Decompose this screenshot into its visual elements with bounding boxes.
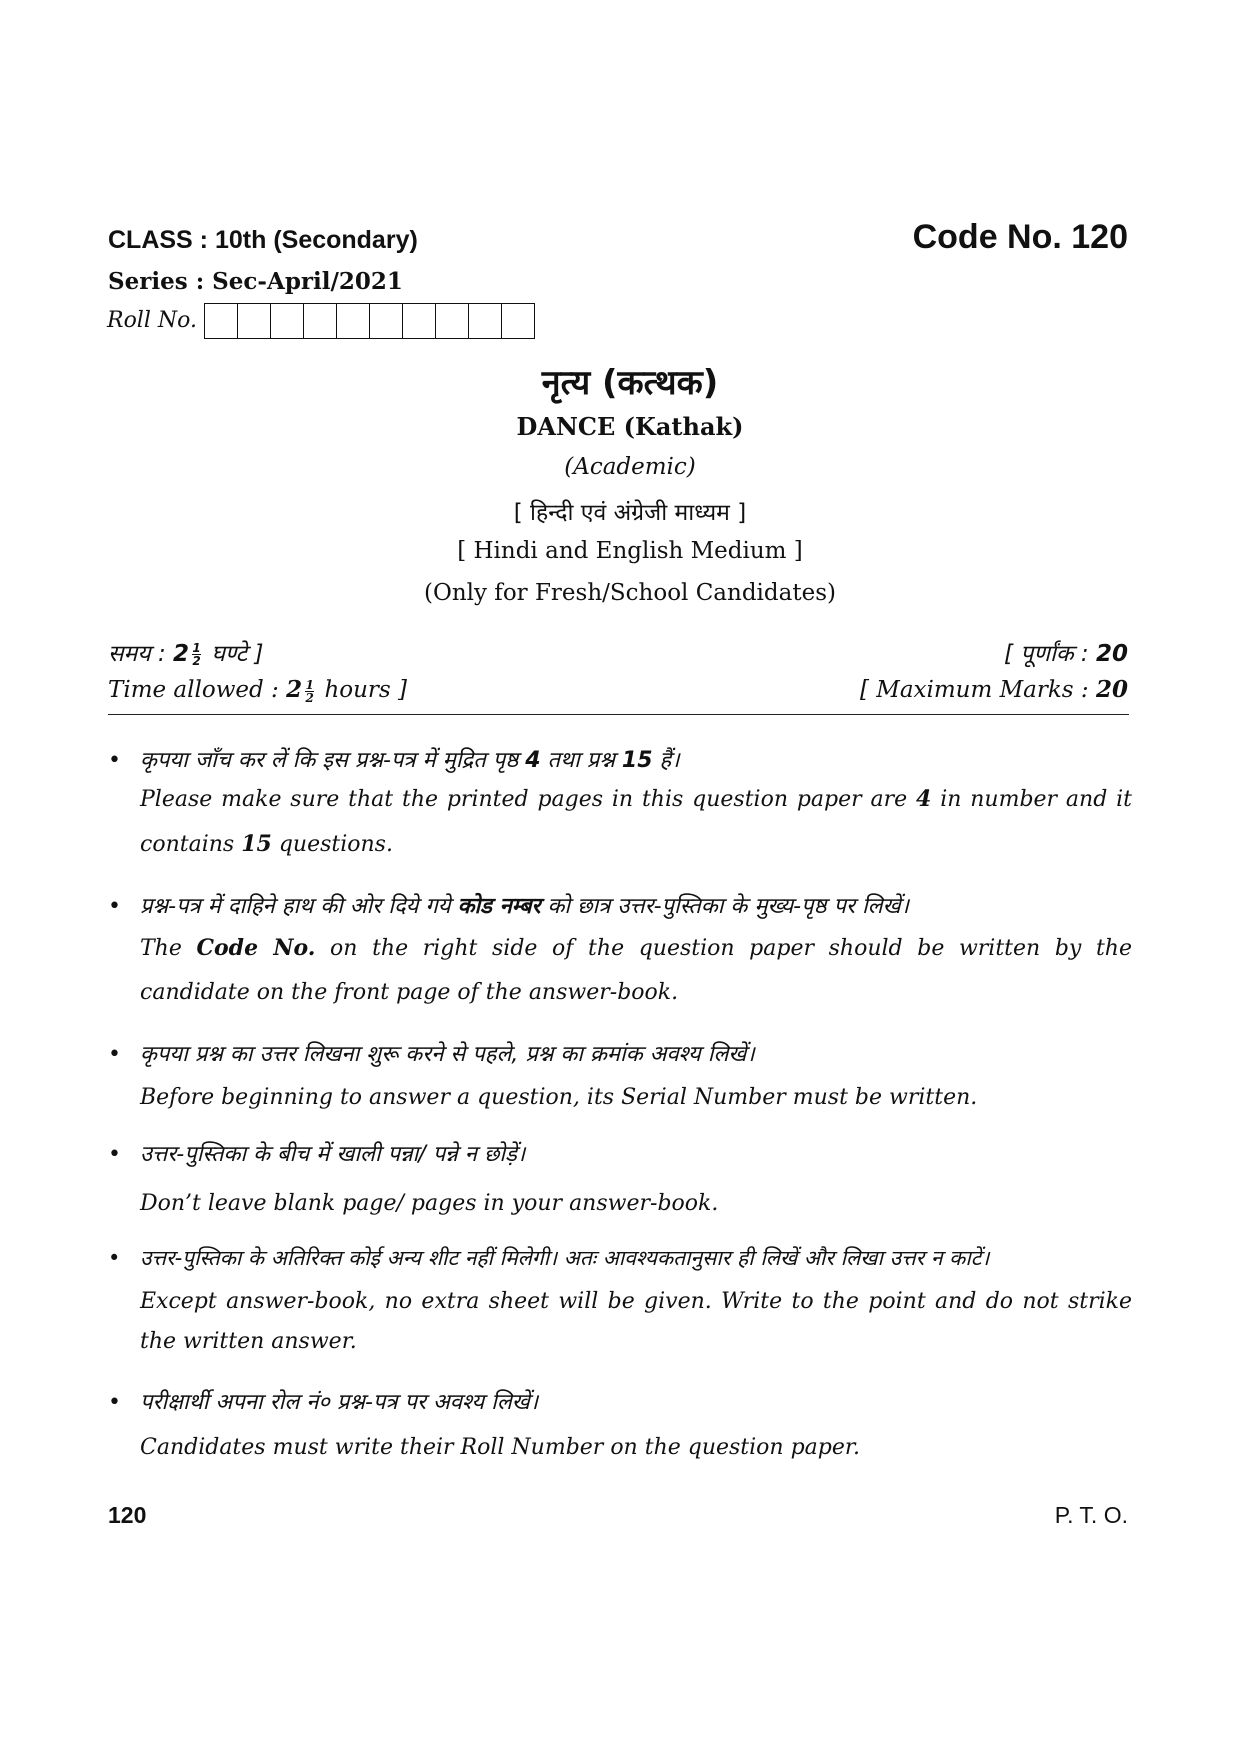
instruction-3-english: Before beginning to answer a question, its Serial Number must be written.: [140, 1085, 978, 1110]
instruction-4-english: Don’t leave blank page/ pages in your answer-book.: [140, 1191, 719, 1216]
class-label: CLASS : 10th (Secondary): [108, 226, 418, 254]
roll-number-box[interactable]: [436, 304, 469, 338]
max-marks-hindi: [ पूर्णांक : 20: [1004, 641, 1128, 667]
subject-title-hindi: नृत्य (कत्थक): [541, 363, 719, 403]
fraction: $\frac{1}{2}$: [305, 677, 314, 705]
roll-number-box[interactable]: [502, 304, 534, 338]
roll-number-box[interactable]: [469, 304, 502, 338]
instruction-1-hindi: • कृपया जाँच कर लें कि इस प्रश्न-पत्र में मुद्रित पृष्ठ 4 तथा प्रश्न 15 हैं।: [108, 748, 680, 773]
roll-number-label: Roll No.: [107, 308, 197, 333]
please-turn-over: P. T. O.: [1054, 1502, 1128, 1528]
instruction-3-hindi: • कृपया प्रश्न का उत्तर लिखना शुरू करने से पहले, प्रश्न का क्रमांक अवश्य लिखें।: [108, 1042, 755, 1067]
max-marks-english: [ Maximum Marks : 20: [859, 676, 1128, 703]
time-allowed-hindi: समय : 2 $\frac{1}{2}$ घण्टे ]: [108, 641, 264, 668]
instruction-2-english: The Code No. on the right side of the question paper should be written by the candidate on the front page of the answer-book.: [140, 935, 1132, 1005]
series-label: Series : Sec-April/2021: [108, 268, 403, 295]
code-number: Code No. 120: [912, 218, 1128, 256]
fraction: $\frac{1}{2}$: [192, 641, 201, 668]
instruction-5-hindi: • उत्तर-पुस्तिका के अतिरिक्त कोई अन्य शीट नहीं मिलेगी। अतः आवश्यकतानुसार ही लिखें और लिखा उत्तर न काटें।: [108, 1246, 990, 1270]
divider: [108, 714, 1129, 715]
page-code: 120: [108, 1502, 147, 1528]
time-marks-english: [108, 676, 1128, 704]
roll-number-box[interactable]: [370, 304, 403, 338]
candidate-note: (Only for Fresh/School Candidates): [424, 580, 836, 606]
roll-number-boxes[interactable]: [204, 303, 535, 339]
time-marks-hindi: [108, 636, 1128, 668]
instruction-6-english: Candidates must write their Roll Number on the question paper.: [140, 1435, 860, 1460]
instruction-4-hindi: • उत्तर-पुस्तिका के बीच में खाली पन्ना/ पन्ने न छोड़ें।: [108, 1142, 526, 1167]
instruction-5-english: Except answer-book, no extra sheet will be given. Write to the point and do not strike the written answer.: [140, 1289, 1132, 1354]
instruction-2-hindi: • प्रश्न-पत्र में दाहिने हाथ की ओर दिये गये कोड नम्बर को छात्र उत्तर-पुस्तिका के मुख्य-पृष्ठ पर लिखें।: [108, 894, 909, 919]
instruction-1-english: Please make sure that the printed pages in this question paper are 4 in number and it contains 15 questions.: [140, 786, 1133, 857]
instruction-6-hindi: • परीक्षार्थी अपना रोल नं० प्रश्न-पत्र पर अवश्य लिखें।: [108, 1390, 539, 1415]
roll-number-box[interactable]: [304, 304, 337, 338]
stream-label: (Academic): [564, 454, 696, 480]
time-allowed-english: Time allowed : 2 $\frac{1}{2}$ hours ]: [108, 676, 407, 705]
medium-hindi: [ हिन्दी एवं अंग्रेजी माध्यम ]: [513, 500, 747, 526]
roll-number-box[interactable]: [238, 304, 271, 338]
roll-number-box[interactable]: [271, 304, 304, 338]
roll-number-box[interactable]: [337, 304, 370, 338]
subject-title-english: DANCE (Kathak): [516, 412, 744, 441]
roll-number-box[interactable]: [403, 304, 436, 338]
roll-number-box[interactable]: [205, 304, 238, 338]
medium-english: [ Hindi and English Medium ]: [457, 538, 803, 564]
